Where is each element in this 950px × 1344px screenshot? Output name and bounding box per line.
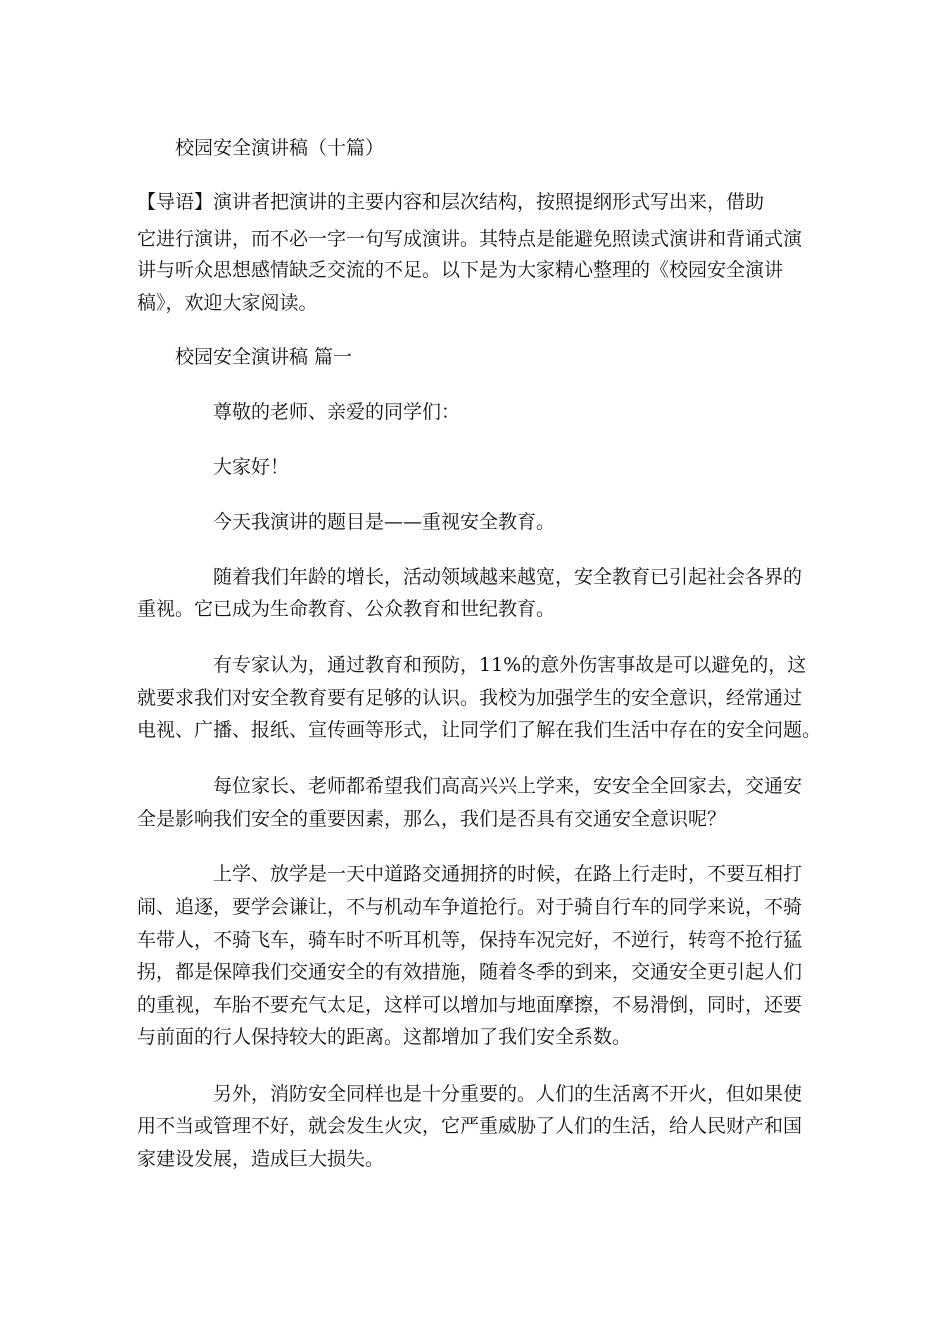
paragraph-line: 上学、放学是一天中道路交通拥挤的时候，在路上行走时，不要互相打: [213, 863, 803, 885]
paragraph-line: 与前面的行人保持较大的距离。这都增加了我们安全系数。: [137, 1026, 632, 1048]
paragraph-line: 电视、广播、报纸、宣传画等形式，让同学们了解在我们生活中存在的安全问题。: [137, 719, 822, 741]
paragraph-line: 就要求我们对安全教育要有足够的认识。我校为加强学生的安全意识，经常通过: [137, 687, 803, 709]
paragraph-line: 拐，都是保障我们交通安全的有效措施，随着冬季的到来，交通安全更引起人们: [137, 961, 803, 983]
intro-line: 讲与听众思想感情缺乏交流的不足。以下是为大家精心整理的《校园安全演讲: [137, 259, 784, 281]
paragraph-line: 随着我们年龄的增长，活动领域越来越宽，安全教育已引起社会各界的: [213, 566, 803, 588]
salutation: 尊敬的老师、亲爱的同学们：: [213, 401, 461, 423]
intro-line: 【导语】演讲者把演讲的主要内容和层次结构，按照提纲形式写出来，借助: [137, 191, 765, 213]
paragraph-line: 用不当或管理不好，就会发生火灾，它严重威胁了人们的生活，给人民财产和国: [137, 1115, 803, 1137]
section-heading: 校园安全演讲稿 篇一: [175, 346, 353, 368]
paragraph-line: 家建设发展，造成巨大损失。: [137, 1148, 385, 1170]
paragraph-line: 的重视，车胎不要充气太足，这样可以增加与地面摩擦，不易滑倒，同时，还要: [137, 994, 803, 1016]
greeting: 大家好！: [213, 456, 290, 478]
paragraph-line: 全是影响我们安全的重要因素，那么，我们是否具有交通安全意识呢？: [137, 808, 727, 830]
paragraph-line: 重视。它已成为生命教育、公众教育和世纪教育。: [137, 598, 556, 620]
paragraph-line: 车带人，不骑飞车，骑车时不听耳机等，保持车况完好，不逆行，转弯不抢行猛: [137, 929, 803, 951]
paragraph-line: 有专家认为，通过教育和预防，11%的意外伤害事故是可以避免的，这: [213, 654, 807, 676]
paragraph-line: 另外，消防安全同样也是十分重要的。人们的生活离不开火，但如果使: [213, 1083, 803, 1105]
paragraph-line: 每位家长、老师都希望我们高高兴兴上学来，安安全全回家去，交通安: [213, 775, 803, 797]
paragraph-line: 闹、追逐，要学会谦让，不与机动车争道抢行。对于骑自行车的同学来说，不骑: [137, 896, 803, 918]
intro-line: 它进行演讲，而不必一字一句写成演讲。其特点是能避免照读式演讲和背诵式演: [137, 228, 803, 250]
intro-line: 稿》，欢迎大家阅读。: [137, 292, 318, 314]
document-title: 校园安全演讲稿（十篇）: [175, 137, 385, 159]
speech-topic: 今天我演讲的题目是——重视安全教育。: [213, 511, 556, 533]
